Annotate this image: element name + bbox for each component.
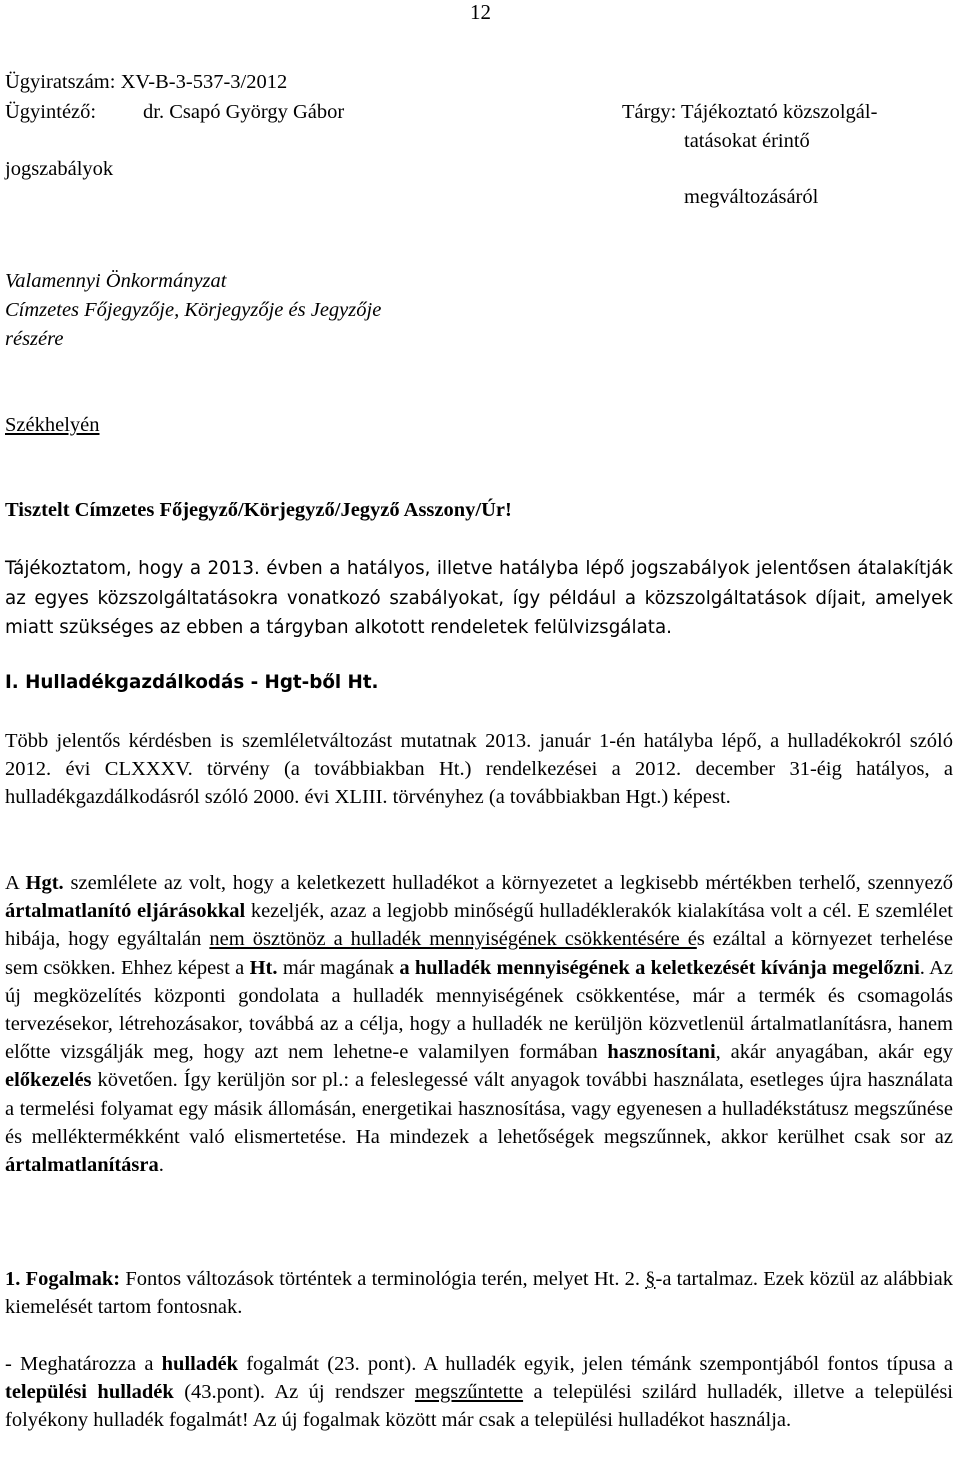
text: követően. Így kerüljön sor pl.: a feleslegessé vált anyagok további használata, esetleges újra használata a termelési folyamat egy másik állomásán, energetikai hasznosítása, vagy egyenesen a hulladékstátusz megszűnése és melléktermékként való elismertetése. Ha mindezek a lehetőségek megszűnnek, akkor kerülhet csak sor az xyxy=(5,1069,953,1148)
text: s ezáltal a környezet terhelése sem csökken. Ehhez képest a xyxy=(5,928,953,979)
recipient-line-2: Címzetes Főjegyzője, Körjegyzője és Jegyzője xyxy=(5,299,382,321)
emphasis: hulladék xyxy=(161,1353,238,1375)
page-number: 12 xyxy=(470,0,491,24)
text: már magának xyxy=(277,956,400,979)
text: (43.pont). Az új rendszer xyxy=(173,1381,415,1404)
intro-paragraph: Tájékoztatom, hogy a 2013. évben a hatályos, illetve hatályba lépő jogszabályok jelentősen átalakítják az egyes közszolgáltatásokra vonatkozó szabályokat, így például a közszolgáltatások díjait, amelyek miatt szükséges az ebben a tárgyban alkotott rendeletek felülvizsgálata. xyxy=(5,558,953,639)
emphasis: Hgt. xyxy=(25,872,64,894)
emphasis: 1. Fogalmak: xyxy=(5,1268,121,1290)
emphasis: hasznosítani xyxy=(607,1041,716,1064)
subject-jogszabalyok: jogszabályok xyxy=(5,158,114,180)
subject-line-3: megváltozásáról xyxy=(684,186,819,208)
subject-line-1: Tárgy: Tájékoztató közszolgál- xyxy=(622,101,878,123)
emphasis: Ht. xyxy=(249,956,278,979)
text: A xyxy=(5,872,26,894)
text: -a tartalmaz. Ezek közül az alábbiak kiemelését tartom fontosnak. xyxy=(5,1268,953,1319)
text: . Az új megközelítés központi gondolata a hulladék mennyiségének csökkentése, már a termék és csomagolás tervezésekor, létrehozásakor, továbbá az a célja, hogy a hulladék ne kerüljön közvetlenül ártalmatlanításra, hanem előtte vizsgálják meg, hogy azt nem lehetne-e valamilyen formában xyxy=(5,956,953,1064)
emphasis: ártalmatlanításra xyxy=(5,1154,159,1177)
text: - Meghatározza a xyxy=(5,1353,162,1375)
recipient-line-1: Valamennyi Önkormányzat xyxy=(5,270,227,292)
emphasis: ártalmatlanító eljárásokkal xyxy=(5,900,246,923)
administrator-label: Ügyintéző: xyxy=(5,101,97,123)
text: fogalmát (23. pont). A hulladék egyik, jelen témánk szempontjából fontos típusa a xyxy=(238,1353,953,1375)
paragraph-ht-change: Több jelentős kérdésben is szemléletváltozást mutatnak 2013. január 1-én hatályba lépő, a hulladékokról szóló 2012. évi CLXXXV. törvény (a továbbiakban Ht.) rendelkezései a 2012. december 31-éig hatályos, a hulladékgazdálkodásról szóló 2000. évi XLIII. törvényhez (a továbbiakban Hgt.) képest. xyxy=(5,730,953,809)
emphasis: előkezelés xyxy=(5,1069,92,1092)
salutation: Tisztelt Címzetes Főjegyző/Körjegyző/Jegyző Asszony/Úr! xyxy=(5,499,512,521)
text: Fontos változások történtek a terminológia terén, melyet Ht. 2. xyxy=(120,1268,646,1290)
emphasis: a hulladék mennyiségének a keletkezését kívánja megelőzni xyxy=(399,956,920,979)
underlined-text: megszűntette xyxy=(414,1381,524,1404)
paragraph-waste-definition xyxy=(5,1350,953,1435)
text: , akár anyagában, akár egy xyxy=(715,1041,953,1064)
recipient-line-3: részére xyxy=(5,328,64,350)
emphasis: települési hulladék xyxy=(5,1381,174,1404)
paragraph-hgt-approach xyxy=(5,869,953,1179)
text: kezeljék, azaz a legjobb minőségű hulladéklerakók kialakítása volt a cél. E szemlélet hibája, hogy egyáltalán xyxy=(5,900,954,951)
text: szemlélete az volt, hogy a keletkezett hulladékot a környezetet a legkisebb mértékben terhelő, szennyező xyxy=(63,872,953,894)
paragraph-definitions xyxy=(5,1265,953,1321)
text: a települési szilárd hulladék, illetve a települési folyékony hulladék fogalmát! Az új fogalmak között már csak a települési hulladékot használja. xyxy=(5,1381,953,1432)
text: . xyxy=(158,1154,164,1177)
underlined-text: § xyxy=(645,1268,656,1290)
section-heading: I. Hulladékgazdálkodás - Hgt-ből Ht. xyxy=(5,672,379,693)
administrator-name: dr. Csapó György Gábor xyxy=(143,101,345,123)
recipient-seat: Székhelyén xyxy=(5,414,100,436)
underlined-text: nem ösztönöz a hulladék mennyiségének csökkentésére é xyxy=(209,928,697,951)
subject-line-2: tatásokat érintő xyxy=(684,130,810,152)
case-number: Ügyiratszám: XV-B-3-537-3/2012 xyxy=(5,71,288,93)
